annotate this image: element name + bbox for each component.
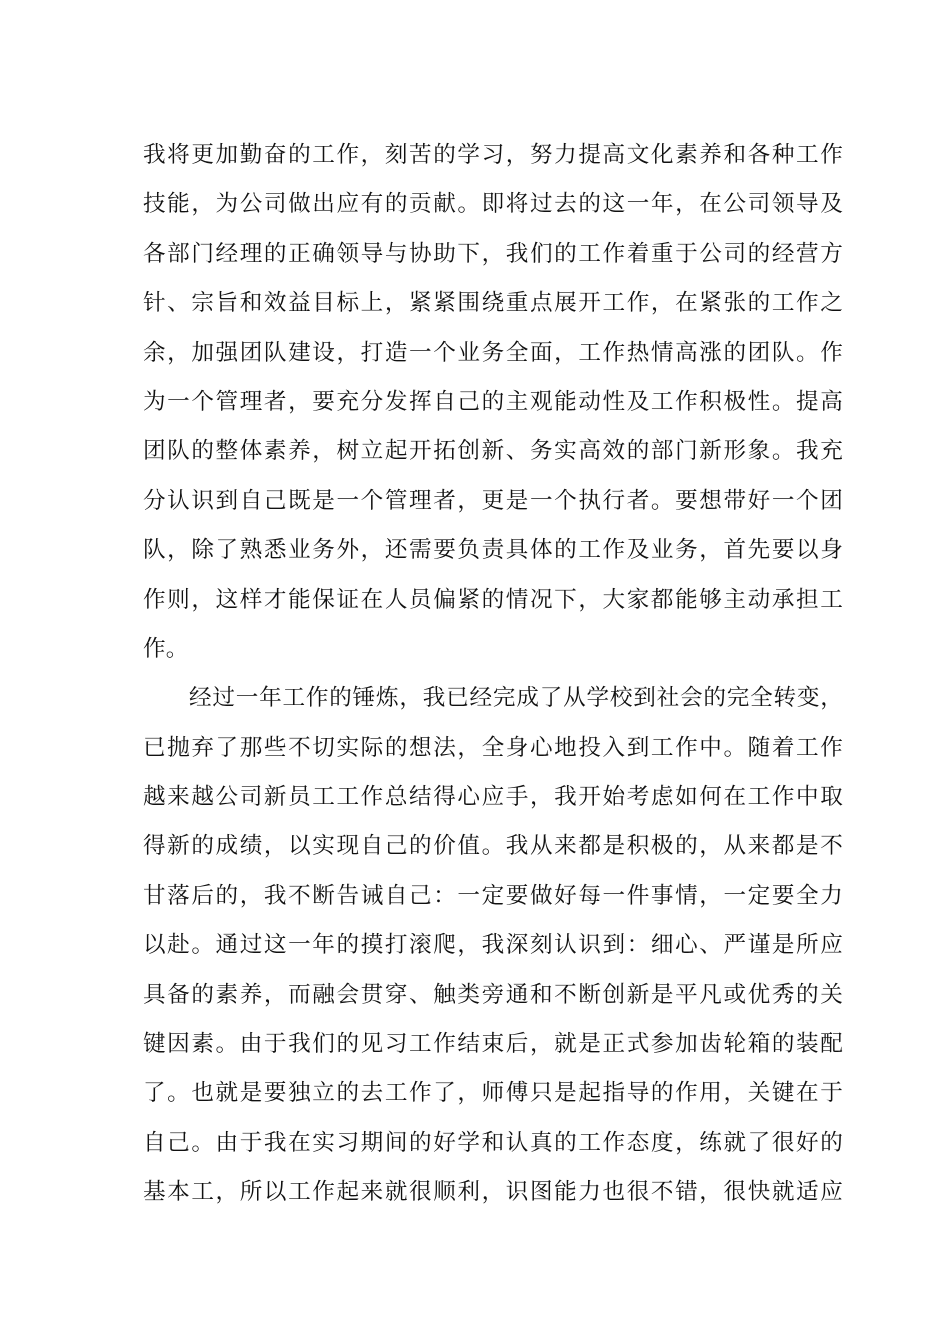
text-line: 技能，为公司做出应有的贡献。即将过去的这一年，在公司领导及 — [143, 191, 843, 218]
text-line: 团队的整体素养，树立起开拓创新、务实高效的部门新形象。我充 — [143, 438, 843, 465]
text-line: 余，加强团队建设，打造一个业务全面，工作热情高涨的团队。作 — [143, 339, 843, 366]
paragraph-1 — [143, 131, 843, 674]
text-line: 已抛弃了那些不切实际的想法，全身心地投入到工作中。随着工作 — [143, 734, 843, 761]
text-line: 基本工，所以工作起来就很顺利，识图能力也很不错，很快就适应 — [143, 1179, 843, 1206]
text-line: 分认识到自己既是一个管理者，更是一个执行者。要想带好一个团 — [143, 487, 843, 514]
text-line: 甘落后的，我不断告诫自己：一定要做好每一件事情，一定要全力 — [143, 882, 843, 909]
text-line: 具备的素养，而融会贯穿、触类旁通和不断创新是平凡或优秀的关 — [143, 981, 843, 1008]
text-line: 各部门经理的正确领导与协助下，我们的工作着重于公司的经营方 — [143, 240, 843, 267]
text-line: 经过一年工作的锤炼，我已经完成了从学校到社会的完全转变， — [189, 685, 843, 712]
text-line: 了。也就是要独立的去工作了，师傅只是起指导的作用，关键在于 — [143, 1080, 843, 1107]
text-line: 以赴。通过这一年的摸打滚爬，我深刻认识到：细心、严谨是所应 — [143, 932, 843, 959]
text-line: 自己。由于我在实习期间的好学和认真的工作态度，练就了很好的 — [143, 1129, 843, 1156]
paragraph-2 — [143, 674, 843, 1217]
text-line: 队，除了熟悉业务外，还需要负责具体的工作及业务，首先要以身 — [143, 537, 843, 564]
text-line: 针、宗旨和效益目标上，紧紧围绕重点展开工作，在紧张的工作之 — [143, 290, 843, 317]
text-line: 越来越公司新员工工作总结得心应手，我开始考虑如何在工作中取 — [143, 784, 843, 811]
document-body — [143, 131, 843, 1218]
text-line: 得新的成绩，以实现自己的价值。我从来都是积极的，从来都是不 — [143, 833, 843, 860]
text-line: 为一个管理者，要充分发挥自己的主观能动性及工作积极性。提高 — [143, 388, 843, 415]
text-line: 作则，这样才能保证在人员偏紧的情况下，大家都能够主动承担工 — [143, 586, 843, 613]
text-line: 我将更加勤奋的工作，刻苦的学习，努力提高文化素养和各种工作 — [143, 142, 843, 168]
text-line: 作。 — [143, 635, 189, 662]
text-line: 键因素。由于我们的见习工作结束后，就是正式参加齿轮箱的装配 — [143, 1031, 843, 1058]
